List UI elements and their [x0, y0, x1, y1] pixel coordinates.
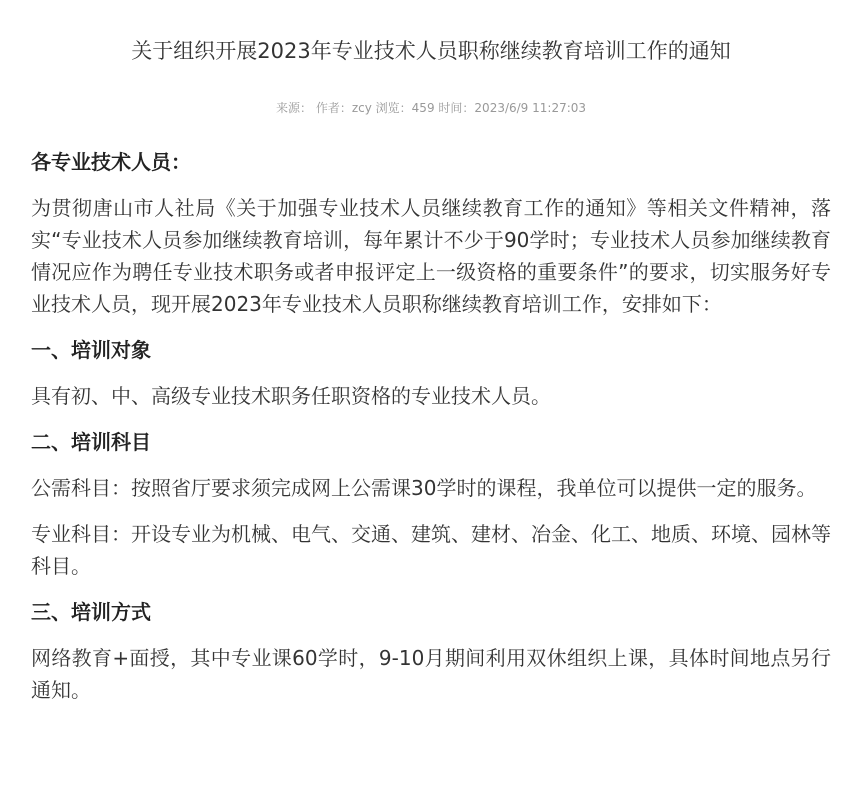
meta-author: zcy: [351, 101, 372, 115]
meta-source-label: 来源：: [275, 101, 312, 115]
section-heading: 二、培训科目: [31, 430, 151, 454]
meta-author-label: 作者：: [315, 101, 352, 115]
meta-views-label: 浏览：: [375, 101, 412, 115]
section-paragraph: 公需科目：按照省厅要求须完成网上公需课30学时的课程，我单位可以提供一定的服务。: [31, 476, 817, 500]
meta-views: 459: [411, 101, 435, 115]
article-meta: [31, 100, 831, 116]
salutation: 各专业技术人员：: [31, 150, 191, 174]
meta-time: 2023/6/9 11:27:03: [474, 101, 587, 115]
section-heading: 一、培训对象: [31, 338, 151, 362]
section-paragraph: 专业科目：开设专业为机械、电气、交通、建筑、建材、冶金、化工、地质、环境、园林等科目。: [31, 522, 831, 578]
meta-time-label: 时间：: [438, 101, 475, 115]
section-paragraph: 具有初、中、高级专业技术职务任职资格的专业技术人员。: [31, 384, 551, 408]
intro-paragraph: 为贯彻唐山市人社局《关于加强专业技术人员继续教育工作的通知》等相关文件精神，落实“专业技术人员参加继续教育培训，每年累计不少于90学时；专业技术人员参加继续教育情况应作为聘任专业技术职务或者申报评定上一级资格的重要条件”的要求，切实服务好专业技术人员，现开展2023年专业技术人员职称继续教育培训工作，安排如下：: [31, 196, 831, 316]
article-title: 关于组织开展2023年专业技术人员职称继续教育培训工作的通知: [131, 39, 731, 63]
section-paragraph: 网络教育+面授，其中专业课60学时，9-10月期间利用双休组织上课，具体时间地点另行通知。: [31, 646, 831, 702]
section-heading: 三、培训方式: [31, 600, 151, 624]
